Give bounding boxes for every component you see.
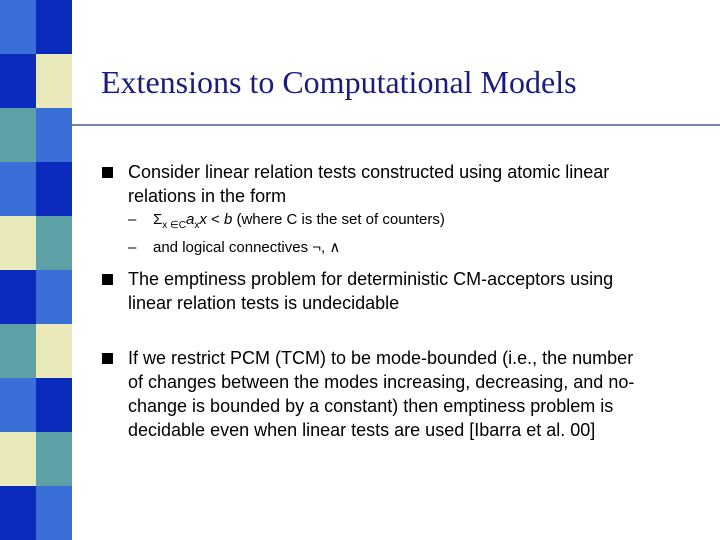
sigma-symbol: Σ <box>153 211 163 228</box>
variable: x <box>199 211 207 228</box>
coefficient-index: x <box>194 220 200 231</box>
subitem-connectives <box>128 238 340 258</box>
coefficient: a <box>186 211 195 228</box>
bullet-square-icon <box>102 353 113 364</box>
bound-value: b <box>223 211 233 228</box>
bullet-3-line-2: of changes between the modes increasing, decreasing, and no- <box>128 372 635 392</box>
bullet-1-text <box>128 160 688 208</box>
bullet-3-line-1: If we restrict PCM (TCM) to be mode-bounded (i.e., the number <box>128 348 634 368</box>
bullet-1-line-1: Consider linear relation tests constructed using atomic linear <box>128 162 610 182</box>
bullet-square-icon <box>102 274 113 285</box>
decorative-side-strip <box>0 0 72 540</box>
bullet-2-text <box>128 267 688 315</box>
formula-note: (where C is the set of counters) <box>232 211 445 228</box>
bullet-3-line-3: change is bounded by a constant) then emptiness problem is <box>128 396 614 416</box>
bullet-2-line-2: linear relation tests is undecidable <box>128 293 400 313</box>
subitem-formula <box>128 210 445 236</box>
bullet-3-text <box>128 346 688 442</box>
bullet-3-line-4: decidable even when linear tests are used [Ibarra et al. 00] <box>128 420 596 440</box>
bullet-square-icon <box>102 167 113 178</box>
connectives-text: and logical connectives ¬, ∧ <box>153 239 341 256</box>
comparison-operator: < <box>206 211 224 228</box>
bullet-1-line-2: relations in the form <box>128 186 287 206</box>
sigma-index: x ∈C <box>162 220 186 231</box>
dash-marker: – <box>128 211 137 228</box>
dash-marker: – <box>128 239 137 256</box>
bullet-2-line-1: The emptiness problem for deterministic CM-acceptors using <box>128 269 614 289</box>
title-divider <box>72 124 720 126</box>
slide-title: Extensions to Computational Models <box>101 64 577 100</box>
